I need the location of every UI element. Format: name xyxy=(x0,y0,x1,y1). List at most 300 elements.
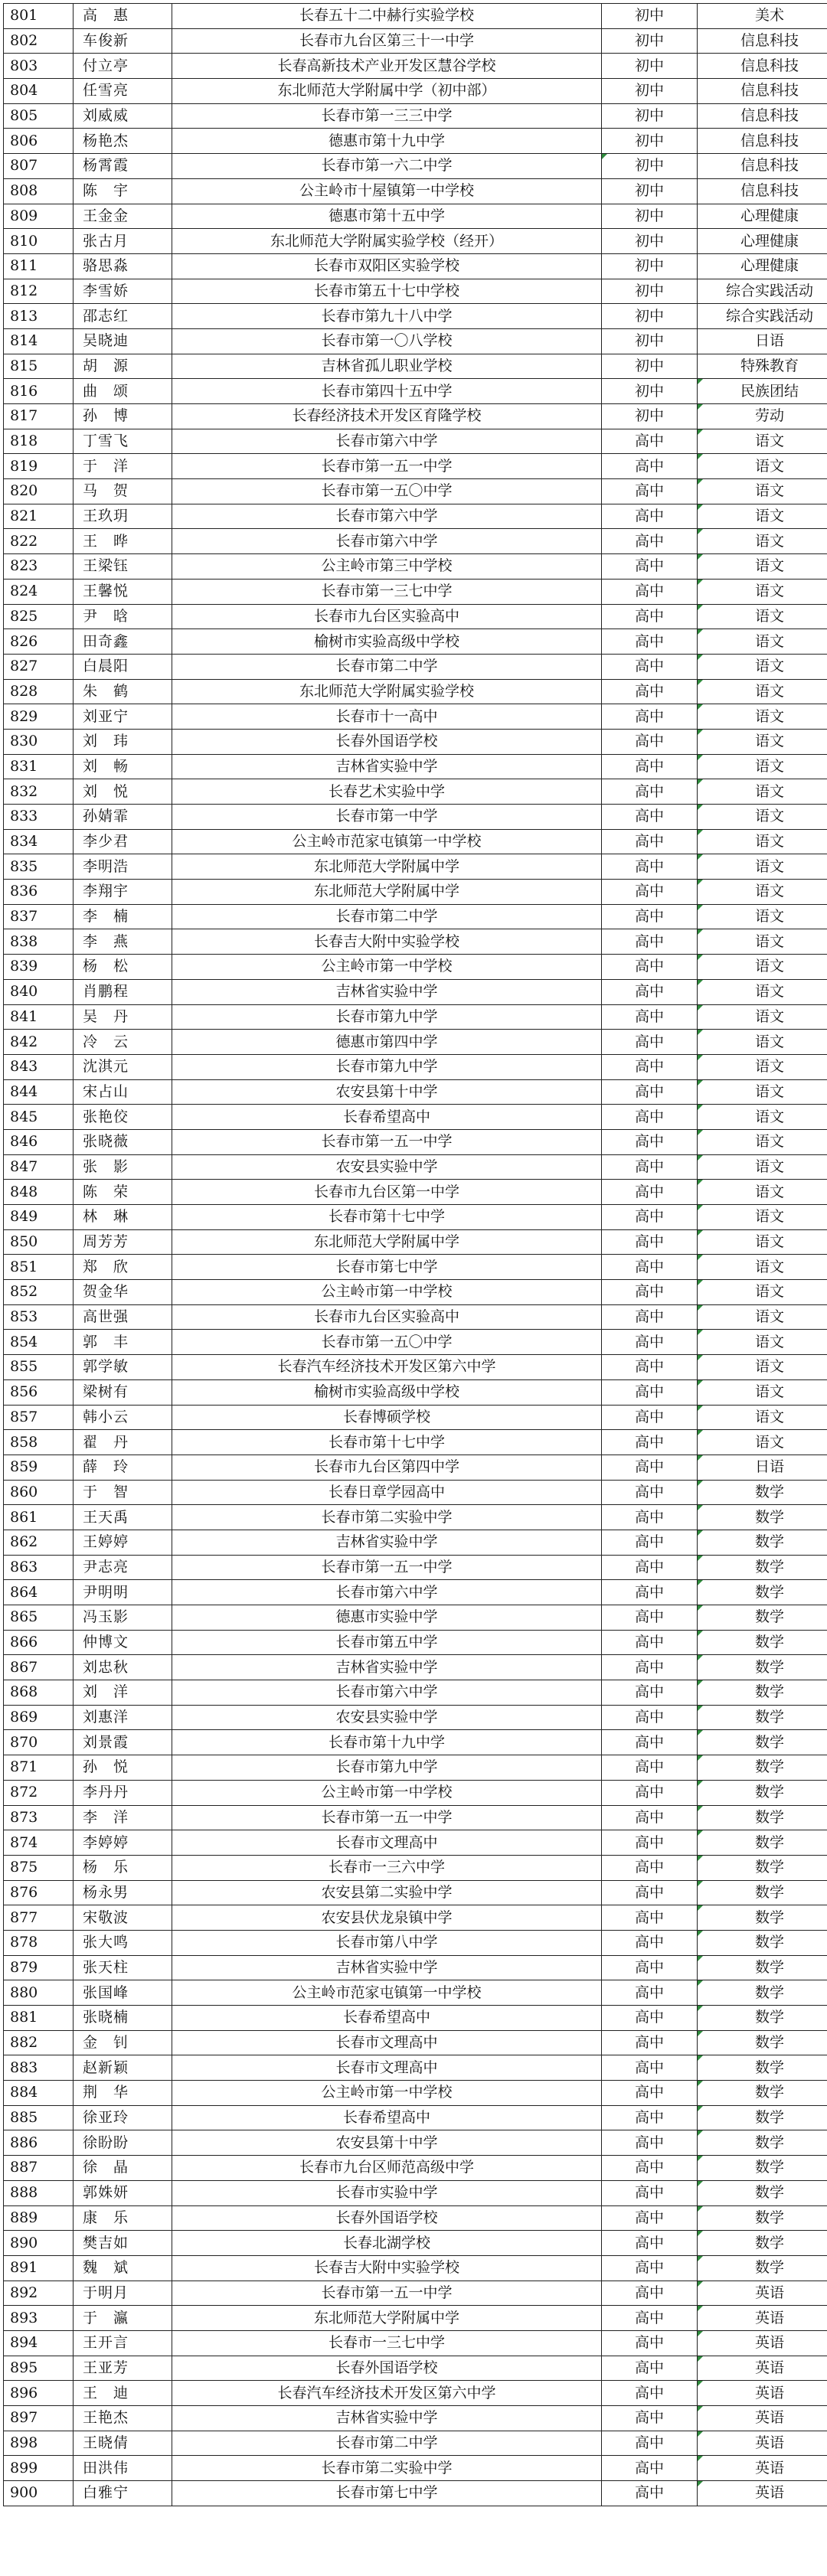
subject: 数学 xyxy=(698,1805,827,1830)
teacher-name: 梁树有 xyxy=(74,1379,172,1405)
school-stage: 高中 xyxy=(602,1830,698,1856)
teacher-name: 张天柱 xyxy=(74,1955,172,1980)
table-row xyxy=(4,805,827,830)
school-name: 吉林省实验中学 xyxy=(172,1530,602,1555)
school-name: 长春市文理高中 xyxy=(172,2055,602,2081)
row-number: 834 xyxy=(4,829,74,854)
row-number: 848 xyxy=(4,1180,74,1205)
school-name: 长春外国语学校 xyxy=(172,729,602,754)
subject: 语文 xyxy=(698,1154,827,1180)
school-name: 长春市第一三三中学 xyxy=(172,103,602,129)
teacher-name: 张晓薇 xyxy=(74,1129,172,1154)
roster-table xyxy=(3,3,827,2506)
school-stage: 高中 xyxy=(602,1530,698,1555)
row-number: 819 xyxy=(4,454,74,479)
subject: 语文 xyxy=(698,1079,827,1105)
teacher-name: 徐盼盼 xyxy=(74,2130,172,2156)
table-row xyxy=(4,229,827,254)
school-stage: 高中 xyxy=(602,1154,698,1180)
school-name: 长春市第二中学 xyxy=(172,904,602,929)
subject: 语文 xyxy=(698,629,827,655)
school-stage: 高中 xyxy=(602,1655,698,1680)
school-stage: 高中 xyxy=(602,504,698,529)
school-stage: 高中 xyxy=(602,1805,698,1830)
row-number: 844 xyxy=(4,1079,74,1105)
school-name: 公主岭市第一中学校 xyxy=(172,1280,602,1305)
row-number: 851 xyxy=(4,1255,74,1280)
teacher-name: 孙 悦 xyxy=(74,1755,172,1781)
school-name: 长春希望高中 xyxy=(172,2006,602,2031)
teacher-name: 任雪亮 xyxy=(74,79,172,104)
teacher-name: 陈 宇 xyxy=(74,178,172,204)
row-number: 898 xyxy=(4,2431,74,2456)
school-stage: 高中 xyxy=(602,2156,698,2181)
table-row xyxy=(4,328,827,354)
row-number: 897 xyxy=(4,2406,74,2431)
row-number: 870 xyxy=(4,1730,74,1755)
row-number: 887 xyxy=(4,2156,74,2181)
subject: 语文 xyxy=(698,779,827,805)
school-name: 长春市九台区实验高中 xyxy=(172,1304,602,1330)
subject: 英语 xyxy=(698,2330,827,2356)
school-name: 长春希望高中 xyxy=(172,2105,602,2130)
school-name: 长春市第一中学 xyxy=(172,805,602,830)
school-name: 长春市第二中学 xyxy=(172,2431,602,2456)
subject: 语文 xyxy=(698,854,827,880)
school-stage: 高中 xyxy=(602,1580,698,1605)
table-row xyxy=(4,604,827,629)
row-number: 865 xyxy=(4,1605,74,1631)
teacher-name: 李婷婷 xyxy=(74,1830,172,1856)
subject: 数学 xyxy=(698,1505,827,1530)
school-stage: 高中 xyxy=(602,779,698,805)
teacher-name: 高 惠 xyxy=(74,4,172,29)
table-row xyxy=(4,354,827,379)
school-stage: 高中 xyxy=(602,1480,698,1505)
subject: 心理健康 xyxy=(698,204,827,229)
school-stage: 高中 xyxy=(602,1054,698,1079)
subject: 语文 xyxy=(698,1105,827,1130)
teacher-name: 孙 博 xyxy=(74,404,172,429)
teacher-name: 王开言 xyxy=(74,2330,172,2356)
school-stage: 高中 xyxy=(602,2180,698,2205)
row-number: 832 xyxy=(4,779,74,805)
school-stage: 高中 xyxy=(602,1255,698,1280)
teacher-name: 李 洋 xyxy=(74,1805,172,1830)
subject: 心理健康 xyxy=(698,253,827,279)
row-number: 888 xyxy=(4,2180,74,2205)
teacher-name: 王晓倩 xyxy=(74,2431,172,2456)
table-row xyxy=(4,1905,827,1931)
table-row xyxy=(4,2255,827,2281)
teacher-name: 王金金 xyxy=(74,204,172,229)
school-stage: 高中 xyxy=(602,629,698,655)
subject: 语文 xyxy=(698,729,827,754)
teacher-name: 刘亚宁 xyxy=(74,704,172,730)
school-name: 长春市第一三七中学 xyxy=(172,579,602,604)
table-row xyxy=(4,1580,827,1605)
teacher-name: 杨 松 xyxy=(74,955,172,980)
teacher-name: 王梁钰 xyxy=(74,554,172,580)
row-number: 863 xyxy=(4,1555,74,1580)
teacher-name: 吴晓迪 xyxy=(74,328,172,354)
row-number: 837 xyxy=(4,904,74,929)
subject: 语文 xyxy=(698,805,827,830)
school-name: 东北师范大学附属中学 xyxy=(172,854,602,880)
teacher-name: 张古月 xyxy=(74,229,172,254)
subject: 信息科技 xyxy=(698,154,827,179)
teacher-name: 荆 华 xyxy=(74,2081,172,2106)
teacher-name: 白雅宁 xyxy=(74,2481,172,2506)
table-row xyxy=(4,2130,827,2156)
table-row xyxy=(4,1630,827,1655)
row-number: 859 xyxy=(4,1455,74,1480)
school-name: 德惠市第十九中学 xyxy=(172,129,602,154)
subject: 语文 xyxy=(698,829,827,854)
table-row xyxy=(4,2006,827,2031)
row-number: 833 xyxy=(4,805,74,830)
table-row xyxy=(4,1955,827,1980)
table-row xyxy=(4,629,827,655)
table-row xyxy=(4,129,827,154)
school-stage: 初中 xyxy=(602,28,698,54)
school-name: 长春市第六中学 xyxy=(172,529,602,554)
school-stage: 高中 xyxy=(602,1505,698,1530)
school-stage: 高中 xyxy=(602,1555,698,1580)
row-number: 895 xyxy=(4,2356,74,2381)
subject: 数学 xyxy=(698,2105,827,2130)
subject: 信息科技 xyxy=(698,79,827,104)
teacher-name: 冷 云 xyxy=(74,1030,172,1055)
row-number: 853 xyxy=(4,1304,74,1330)
table-row xyxy=(4,754,827,779)
teacher-name: 高世强 xyxy=(74,1304,172,1330)
school-stage: 高中 xyxy=(602,1229,698,1255)
table-row xyxy=(4,1555,827,1580)
teacher-name: 刘 玮 xyxy=(74,729,172,754)
table-row xyxy=(4,154,827,179)
table-row xyxy=(4,1480,827,1505)
teacher-name: 于 智 xyxy=(74,1480,172,1505)
teacher-name: 李翔宇 xyxy=(74,880,172,905)
school-name: 长春市第七中学 xyxy=(172,1255,602,1280)
subject: 数学 xyxy=(698,1880,827,1905)
row-number: 879 xyxy=(4,1955,74,1980)
school-name: 长春市第二实验中学 xyxy=(172,2456,602,2481)
subject: 数学 xyxy=(698,2006,827,2031)
table-row xyxy=(4,1229,827,1255)
teacher-name: 杨 乐 xyxy=(74,1855,172,1880)
school-stage: 高中 xyxy=(602,1930,698,1955)
school-stage: 高中 xyxy=(602,2281,698,2306)
table-row xyxy=(4,654,827,679)
school-name: 长春市第六中学 xyxy=(172,1680,602,1706)
school-stage: 高中 xyxy=(602,2055,698,2081)
table-row xyxy=(4,1830,827,1856)
row-number: 869 xyxy=(4,1705,74,1730)
row-number: 862 xyxy=(4,1530,74,1555)
row-number: 816 xyxy=(4,379,74,404)
school-name: 长春市九台区第三十一中学 xyxy=(172,28,602,54)
row-number: 893 xyxy=(4,2306,74,2331)
teacher-name: 康 乐 xyxy=(74,2205,172,2231)
school-stage: 高中 xyxy=(602,1955,698,1980)
table-row xyxy=(4,2456,827,2481)
school-name: 东北师范大学附属实验学校（经开） xyxy=(172,229,602,254)
school-name: 长春市第二中学 xyxy=(172,654,602,679)
table-row xyxy=(4,1680,827,1706)
table-row xyxy=(4,279,827,304)
school-name: 长春市第八中学 xyxy=(172,1930,602,1955)
school-stage: 高中 xyxy=(602,1980,698,2006)
school-name: 长春市第九中学 xyxy=(172,1004,602,1030)
school-name: 长春市文理高中 xyxy=(172,1830,602,1856)
school-name: 长春外国语学校 xyxy=(172,2356,602,2381)
teacher-name: 马 贺 xyxy=(74,479,172,504)
school-name: 榆树市实验高级中学校 xyxy=(172,1379,602,1405)
school-name: 农安县实验中学 xyxy=(172,1154,602,1180)
school-name: 长春市第二实验中学 xyxy=(172,1505,602,1530)
school-name: 长春市第七中学 xyxy=(172,2481,602,2506)
table-row xyxy=(4,54,827,79)
table-row xyxy=(4,2481,827,2506)
subject: 数学 xyxy=(698,2205,827,2231)
table-row xyxy=(4,79,827,104)
school-stage: 高中 xyxy=(602,805,698,830)
school-stage: 初中 xyxy=(602,54,698,79)
row-number: 836 xyxy=(4,880,74,905)
row-number: 801 xyxy=(4,4,74,29)
subject: 语文 xyxy=(698,1330,827,1355)
school-stage: 高中 xyxy=(602,1379,698,1405)
table-row xyxy=(4,2081,827,2106)
teacher-name: 李雪娇 xyxy=(74,279,172,304)
table-row xyxy=(4,2281,827,2306)
school-name: 农安县第十中学 xyxy=(172,1079,602,1105)
row-number: 864 xyxy=(4,1580,74,1605)
teacher-name: 郭学敏 xyxy=(74,1355,172,1380)
row-number: 894 xyxy=(4,2330,74,2356)
row-number: 866 xyxy=(4,1630,74,1655)
table-row xyxy=(4,1054,827,1079)
school-name: 吉林省孤儿职业学校 xyxy=(172,354,602,379)
row-number: 899 xyxy=(4,2456,74,2481)
school-stage: 高中 xyxy=(602,2481,698,2506)
subject: 语文 xyxy=(698,454,827,479)
school-name: 长春希望高中 xyxy=(172,1105,602,1130)
teacher-name: 付立亭 xyxy=(74,54,172,79)
table-row xyxy=(4,1304,827,1330)
school-name: 长春市九台区第一中学 xyxy=(172,1180,602,1205)
table-row xyxy=(4,103,827,129)
teacher-name: 朱 鹤 xyxy=(74,679,172,704)
table-row xyxy=(4,1980,827,2006)
table-row xyxy=(4,1154,827,1180)
school-name: 长春汽车经济技术开发区第六中学 xyxy=(172,2381,602,2406)
row-number: 850 xyxy=(4,1229,74,1255)
school-name: 长春吉大附中实验学校 xyxy=(172,2255,602,2281)
row-number: 891 xyxy=(4,2255,74,2281)
row-number: 802 xyxy=(4,28,74,54)
school-name: 长春市一三六中学 xyxy=(172,1855,602,1880)
subject: 数学 xyxy=(698,1730,827,1755)
row-number: 803 xyxy=(4,54,74,79)
teacher-name: 刘 悦 xyxy=(74,779,172,805)
row-number: 861 xyxy=(4,1505,74,1530)
school-name: 长春艺术实验中学 xyxy=(172,779,602,805)
school-stage: 高中 xyxy=(602,2081,698,2106)
school-name: 长春高新技术产业开发区慧谷学校 xyxy=(172,54,602,79)
subject: 语文 xyxy=(698,1355,827,1380)
row-number: 821 xyxy=(4,504,74,529)
row-number: 874 xyxy=(4,1830,74,1856)
school-stage: 高中 xyxy=(602,454,698,479)
teacher-name: 杨永男 xyxy=(74,1880,172,1905)
subject: 数学 xyxy=(698,1605,827,1631)
school-stage: 高中 xyxy=(602,554,698,580)
table-row xyxy=(4,2431,827,2456)
school-name: 吉林省实验中学 xyxy=(172,2406,602,2431)
school-stage: 高中 xyxy=(602,1405,698,1430)
subject: 数学 xyxy=(698,1905,827,1931)
school-name: 长春市第五中学 xyxy=(172,1630,602,1655)
teacher-name: 王 晔 xyxy=(74,529,172,554)
school-stage: 高中 xyxy=(602,1780,698,1805)
school-name: 长春市第一五一中学 xyxy=(172,1555,602,1580)
row-number: 828 xyxy=(4,679,74,704)
school-stage: 高中 xyxy=(602,929,698,955)
teacher-name: 张艳佼 xyxy=(74,1105,172,1130)
school-name: 农安县实验中学 xyxy=(172,1705,602,1730)
table-row xyxy=(4,2330,827,2356)
school-name: 长春汽车经济技术开发区第六中学 xyxy=(172,1355,602,1380)
school-stage: 初中 xyxy=(602,354,698,379)
subject: 数学 xyxy=(698,2231,827,2256)
school-stage: 高中 xyxy=(602,1105,698,1130)
table-row xyxy=(4,253,827,279)
school-stage: 高中 xyxy=(602,1880,698,1905)
school-stage: 高中 xyxy=(602,1630,698,1655)
row-number: 884 xyxy=(4,2081,74,2106)
roster-sheet xyxy=(3,3,822,2506)
subject: 信息科技 xyxy=(698,178,827,204)
school-stage: 高中 xyxy=(602,2306,698,2331)
table-row xyxy=(4,2105,827,2130)
school-name: 长春市九台区实验高中 xyxy=(172,604,602,629)
teacher-name: 宋敬波 xyxy=(74,1905,172,1931)
subject: 语文 xyxy=(698,1180,827,1205)
teacher-name: 魏 斌 xyxy=(74,2255,172,2281)
row-number: 878 xyxy=(4,1930,74,1955)
subject: 信息科技 xyxy=(698,54,827,79)
subject: 语文 xyxy=(698,1280,827,1305)
row-number: 889 xyxy=(4,2205,74,2231)
row-number: 835 xyxy=(4,854,74,880)
subject: 语文 xyxy=(698,704,827,730)
school-name: 长春市第十九中学 xyxy=(172,1730,602,1755)
school-stage: 高中 xyxy=(602,955,698,980)
teacher-name: 王亚芳 xyxy=(74,2356,172,2381)
teacher-name: 郑 欣 xyxy=(74,1255,172,1280)
table-row xyxy=(4,1030,827,1055)
subject: 心理健康 xyxy=(698,229,827,254)
teacher-name: 翟 丹 xyxy=(74,1430,172,1455)
row-number: 831 xyxy=(4,754,74,779)
table-row xyxy=(4,379,827,404)
table-row xyxy=(4,1205,827,1230)
school-stage: 高中 xyxy=(602,1129,698,1154)
teacher-name: 李 楠 xyxy=(74,904,172,929)
subject: 语文 xyxy=(698,1004,827,1030)
row-number: 841 xyxy=(4,1004,74,1030)
subject: 数学 xyxy=(698,2055,827,2081)
row-number: 856 xyxy=(4,1379,74,1405)
subject: 数学 xyxy=(698,1480,827,1505)
school-name: 长春市一三七中学 xyxy=(172,2330,602,2356)
school-stage: 高中 xyxy=(602,2330,698,2356)
school-stage: 初中 xyxy=(602,129,698,154)
row-number: 817 xyxy=(4,404,74,429)
school-name: 德惠市实验中学 xyxy=(172,1605,602,1631)
school-stage: 高中 xyxy=(602,2231,698,2256)
school-stage: 初中 xyxy=(602,279,698,304)
teacher-name: 于 瀛 xyxy=(74,2306,172,2331)
table-row xyxy=(4,479,827,504)
table-row xyxy=(4,2156,827,2181)
table-row xyxy=(4,1930,827,1955)
school-name: 长春市第一五〇中学 xyxy=(172,1330,602,1355)
teacher-name: 车俊新 xyxy=(74,28,172,54)
school-stage: 初中 xyxy=(602,178,698,204)
subject: 英语 xyxy=(698,2356,827,2381)
school-name: 长春五十二中赫行实验学校 xyxy=(172,4,602,29)
school-name: 长春外国语学校 xyxy=(172,2205,602,2231)
school-name: 榆树市实验高级中学校 xyxy=(172,629,602,655)
subject: 数学 xyxy=(698,1930,827,1955)
school-stage: 高中 xyxy=(602,1079,698,1105)
school-stage: 高中 xyxy=(602,2105,698,2130)
row-number: 883 xyxy=(4,2055,74,2081)
teacher-name: 尹 晗 xyxy=(74,604,172,629)
table-row xyxy=(4,1780,827,1805)
school-name: 长春博硕学校 xyxy=(172,1405,602,1430)
subject: 信息科技 xyxy=(698,28,827,54)
school-stage: 高中 xyxy=(602,979,698,1004)
row-number: 852 xyxy=(4,1280,74,1305)
school-stage: 高中 xyxy=(602,1455,698,1480)
subject: 英语 xyxy=(698,2406,827,2431)
subject: 数学 xyxy=(698,2081,827,2106)
school-name: 长春市第六中学 xyxy=(172,1580,602,1605)
table-row xyxy=(4,1855,827,1880)
school-name: 长春市第一五一中学 xyxy=(172,1805,602,1830)
subject: 英语 xyxy=(698,2431,827,2456)
school-name: 农安县伏龙泉镇中学 xyxy=(172,1905,602,1931)
table-row xyxy=(4,454,827,479)
school-stage: 高中 xyxy=(602,479,698,504)
row-number: 871 xyxy=(4,1755,74,1781)
row-number: 876 xyxy=(4,1880,74,1905)
school-stage: 高中 xyxy=(602,2431,698,2456)
row-number: 892 xyxy=(4,2281,74,2306)
school-name: 长春市第九中学 xyxy=(172,1755,602,1781)
table-row xyxy=(4,2205,827,2231)
table-row xyxy=(4,1655,827,1680)
school-name: 农安县第二实验中学 xyxy=(172,1880,602,1905)
table-row xyxy=(4,1505,827,1530)
table-row xyxy=(4,829,827,854)
teacher-name: 韩小云 xyxy=(74,1405,172,1430)
